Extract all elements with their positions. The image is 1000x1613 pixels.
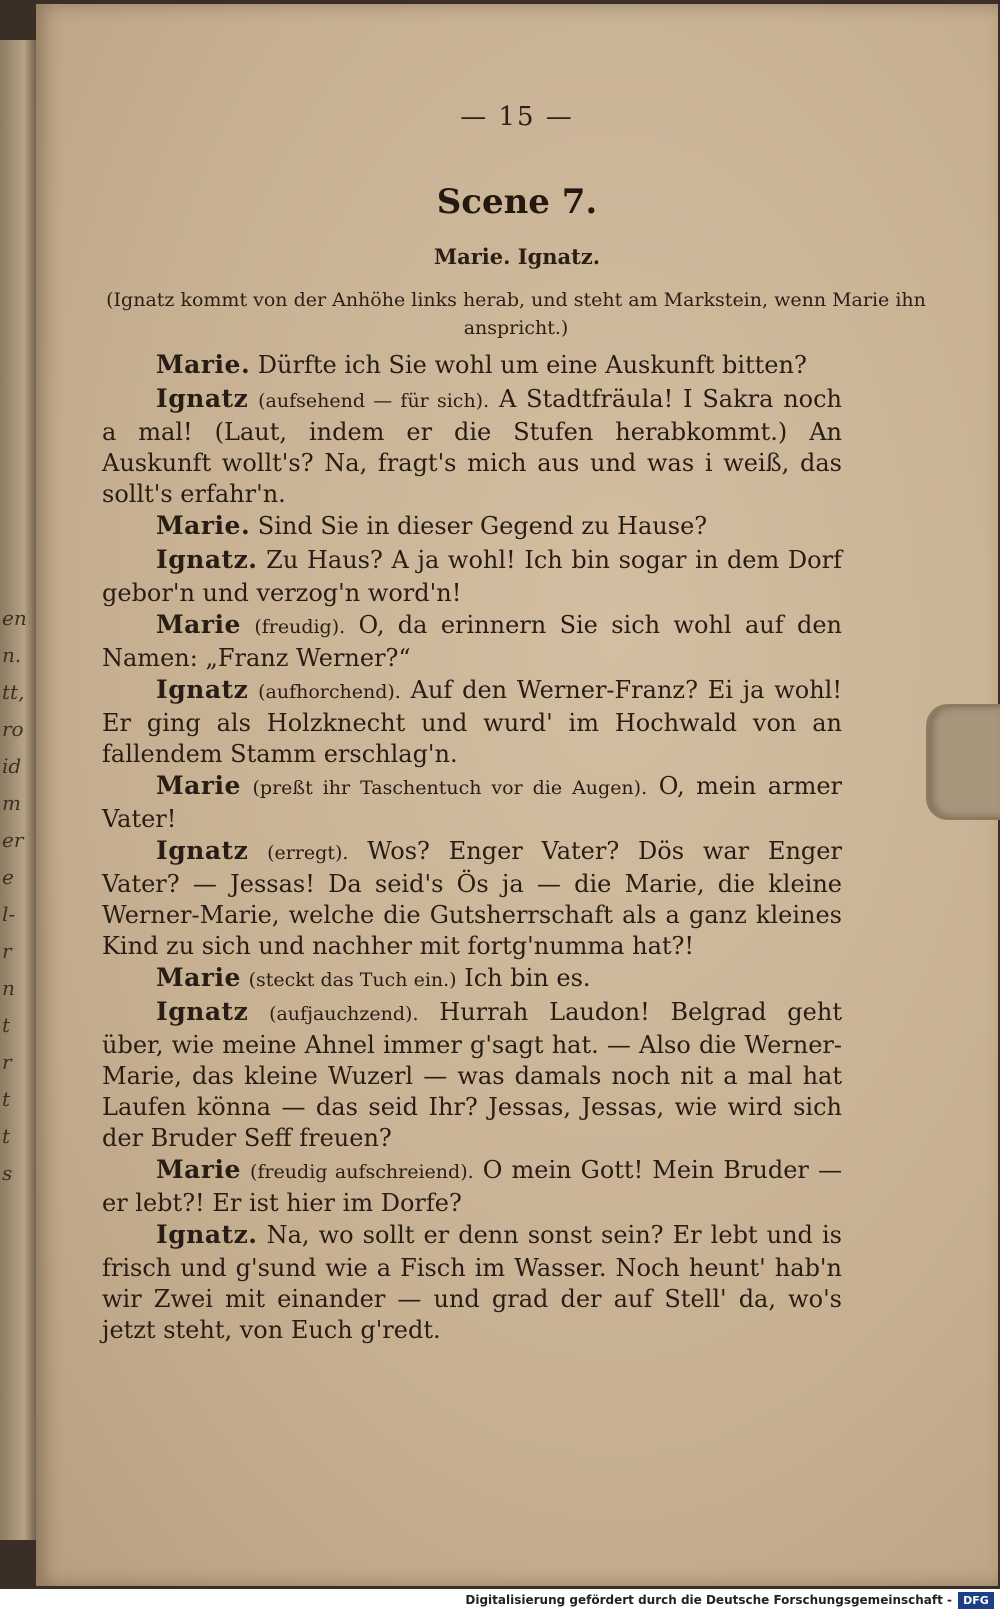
scene-characters: Marie. Ignatz.	[433, 244, 601, 269]
dialogue-block	[102, 349, 842, 1346]
speech-text: Auf den Werner-Franz? Ei ja wohl! Er ging als Holzknecht und wurd' im Hochwald von an fallendem Stamm erschlag'n.	[102, 676, 842, 768]
speech-text: Zu Haus? A ja wohl! Ich bin sogar in dem Dorf gebor'n und verzog'n word'n!	[102, 546, 842, 607]
margin-fragment: en	[2, 606, 27, 630]
speaker-name: Ignatz	[156, 675, 249, 704]
speech-text: Na, wo sollt er denn sonst sein? Er lebt und is frisch und g'sund wie a Fisch im Wasser. Noch heunt' hab'n wir Zwei mit einander — und grad der auf Stell' da, wo's jetzt steht, von Euch g'redt.	[102, 1221, 842, 1344]
speech-line	[102, 1154, 842, 1219]
speech-line	[102, 996, 842, 1154]
margin-fragment: s	[2, 1161, 13, 1185]
stage-note: (steckt das Tuch ein.)	[248, 969, 457, 991]
stage-direction: (Ignatz kommt von der Anhöhe links herab, und steht am Markstein, wenn Marie ihn anspricht.)	[106, 289, 926, 339]
page-number: — 15 —	[460, 102, 574, 132]
speech-line	[102, 609, 842, 674]
margin-fragment: m	[2, 791, 21, 815]
stage-note: (erregt).	[267, 842, 349, 864]
margin-fragment: n	[2, 976, 15, 1000]
margin-fragment: e	[2, 865, 14, 889]
speech-text: Ich bin es.	[464, 964, 591, 992]
stage-note: (freudig aufschreiend).	[250, 1161, 474, 1183]
dfg-logo: DFG	[958, 1592, 994, 1609]
speaker-name: Marie	[156, 963, 241, 992]
margin-fragment: tt,	[2, 680, 25, 704]
speech-line	[102, 1219, 842, 1346]
speaker-name: Ignatz.	[156, 1220, 258, 1249]
speech-line	[102, 962, 842, 996]
funding-credit: Digitalisierung gefördert durch die Deutsche Forschungsgemeinschaft -	[465, 1593, 952, 1607]
speech-line	[102, 835, 842, 962]
book-page	[36, 4, 998, 1586]
speech-text: O, da erinnern Sie sich wohl auf den Namen: „Franz Werner?“	[102, 611, 842, 672]
speech-text: O mein Gott! Mein Bruder — er lebt?! Er ist hier im Dorfe?	[102, 1156, 842, 1217]
speaker-name: Ignatz	[156, 384, 249, 413]
margin-fragment: n.	[2, 643, 22, 667]
stage-note: (aufhorchend).	[258, 681, 401, 703]
page-clip	[926, 704, 1000, 820]
adjacent-page-text-fragments	[2, 600, 32, 1192]
stage-note: (preßt ihr Taschentuch vor die Augen).	[252, 777, 648, 799]
speaker-name: Ignatz	[156, 997, 249, 1026]
scene-title: Scene 7.	[436, 182, 598, 222]
margin-fragment: r	[2, 1050, 12, 1074]
speaker-name: Marie.	[156, 350, 251, 379]
speaker-name: Ignatz.	[156, 545, 258, 574]
stage-note: (aufsehend — für sich).	[258, 390, 490, 412]
speech-line	[102, 349, 842, 383]
margin-fragment: t	[2, 1124, 11, 1148]
speaker-name: Marie	[156, 1155, 241, 1184]
speaker-name: Marie	[156, 610, 241, 639]
speech-line	[102, 544, 842, 609]
margin-fragment: t	[2, 1013, 11, 1037]
margin-fragment: t	[2, 1087, 11, 1111]
speech-text: Dürfte ich Sie wohl um eine Auskunft bitten?	[257, 351, 807, 379]
margin-fragment: ro	[2, 717, 24, 741]
speech-text: Hurrah Laudon! Belgrad geht über, wie meine Ahnel immer g'sagt hat. — Also die Werner-Marie, das kleine Wuzerl — was damals noch nit a mal hat Laufen könna — das seid Ihr? Jessas, Jessas, wie wird sich der Bruder Seff freuen?	[102, 998, 842, 1152]
speech-text: Wos? Enger Vater? Dös war Enger Vater? — Jessas! Da seid's Ös ja — die Marie, die kleine Werner-Marie, welche die Gutsherrschaft als a ganz kleines Kind zu sich und nachher mit fortg'numma hat?!	[102, 837, 842, 960]
speech-line	[102, 510, 842, 544]
margin-fragment: r	[2, 939, 12, 963]
speech-line	[102, 674, 842, 770]
speaker-name: Marie.	[156, 511, 251, 540]
margin-fragment: l-	[2, 902, 16, 926]
stage-note: (freudig).	[254, 616, 346, 638]
stage-note: (aufjauchzend).	[269, 1003, 419, 1025]
speaker-name: Ignatz	[156, 836, 249, 865]
speech-line	[102, 383, 842, 510]
margin-fragment: id	[2, 754, 22, 778]
speaker-name: Marie	[156, 771, 241, 800]
speech-text: Sind Sie in dieser Gegend zu Hause?	[257, 512, 708, 540]
footer-bar	[0, 1589, 1000, 1613]
speech-line	[102, 770, 842, 835]
adjacent-page-edge	[0, 40, 40, 1540]
speech-text: O, mein armer Vater!	[102, 772, 842, 833]
margin-fragment: er	[2, 828, 24, 852]
speech-text: A Stadtfräula! I Sakra noch a mal! (Laut, indem er die Stufen herabkommt.) An Auskunft wollt's? Na, fragt's mich aus und was i weiß, das sollt's erfahr'n.	[102, 385, 842, 508]
